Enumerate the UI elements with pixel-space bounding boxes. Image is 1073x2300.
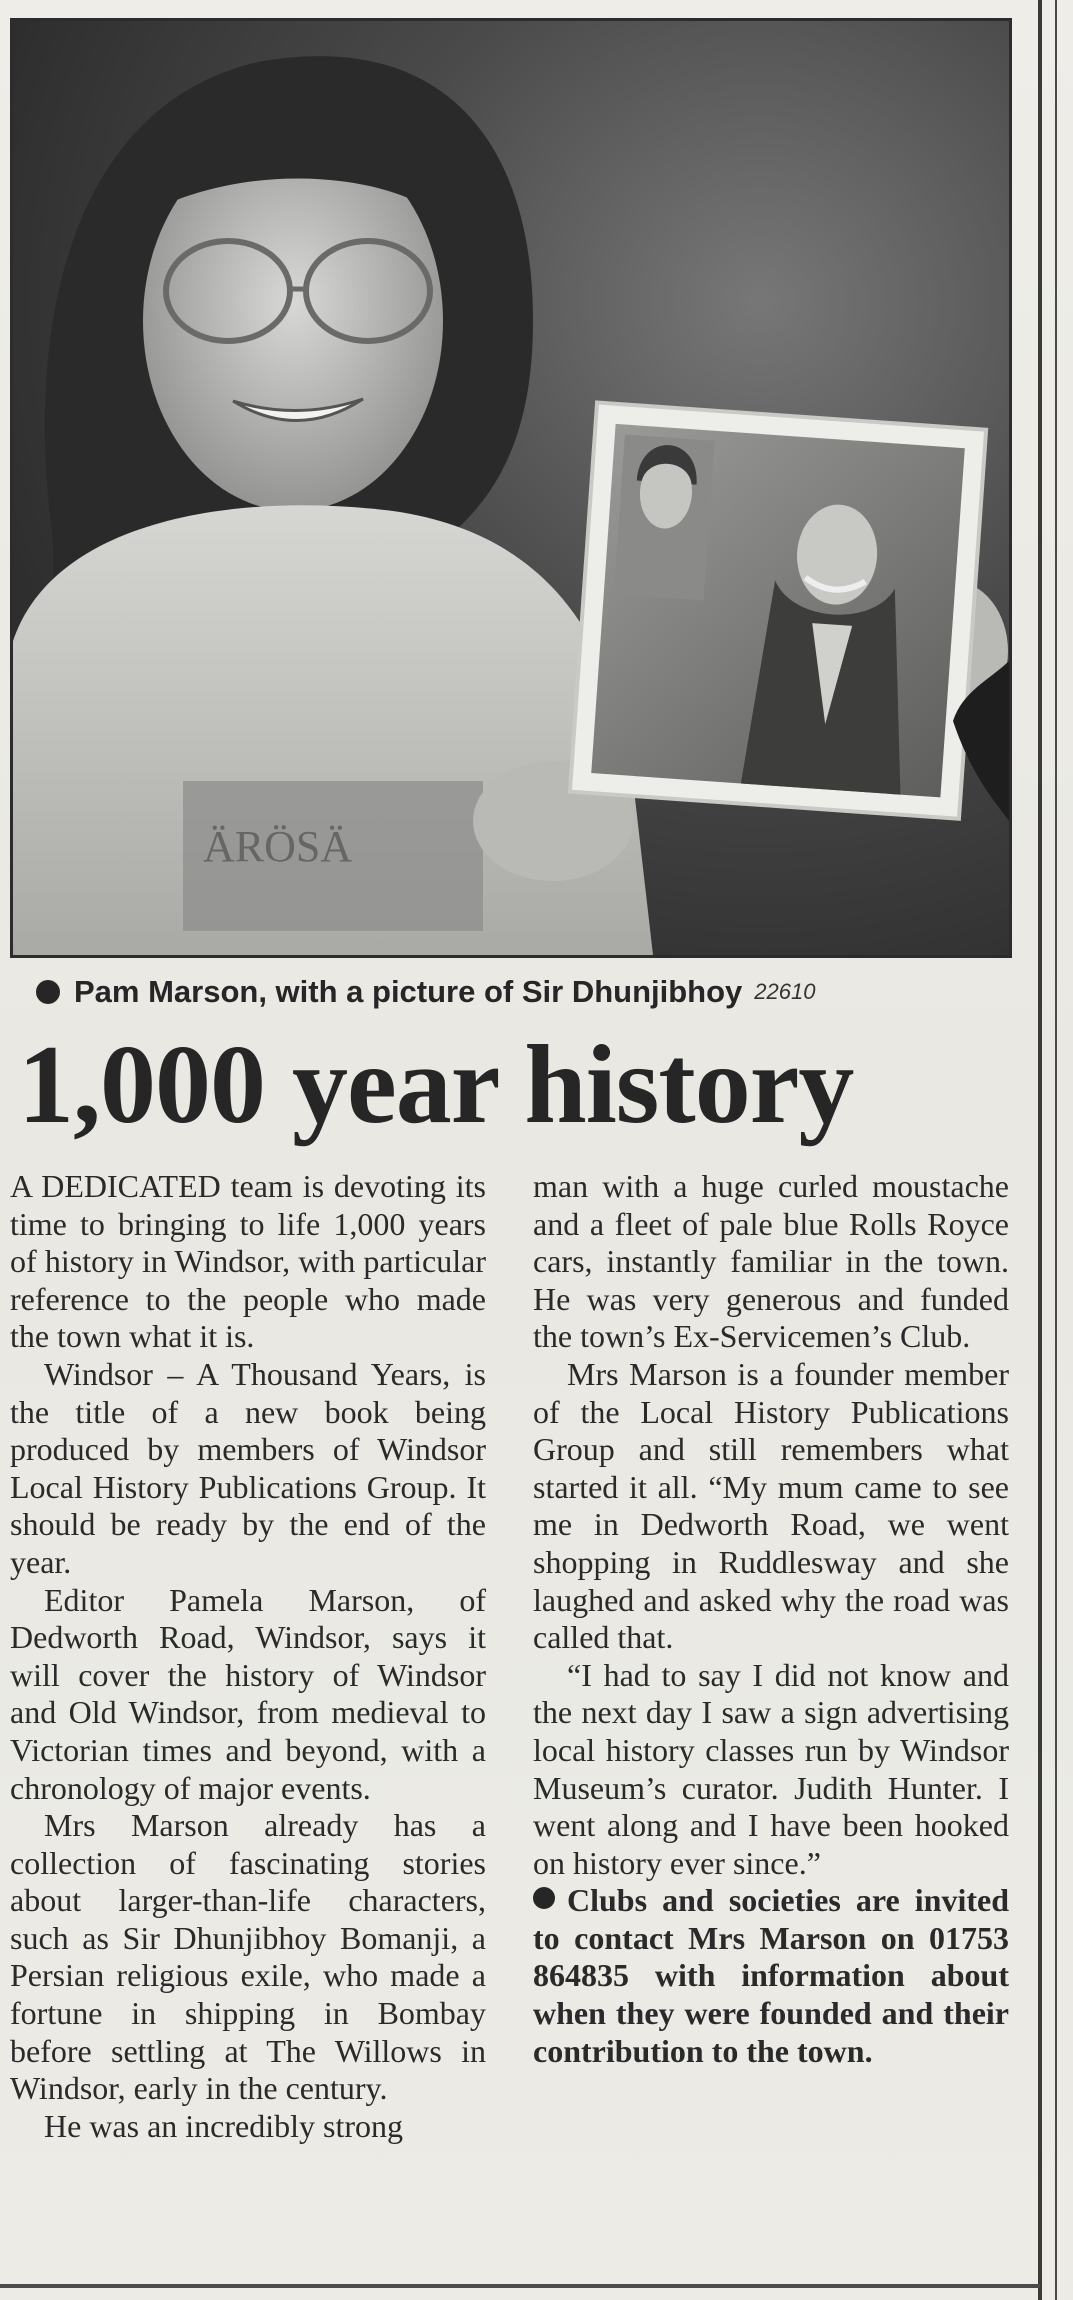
column-rule	[1038, 0, 1042, 2300]
headline: 1,000 year history	[18, 1023, 854, 1147]
photo-of-woman-holding-portrait-icon	[13, 21, 1009, 955]
bottom-rule	[0, 2284, 1040, 2288]
paragraph: Editor Pamela Marson, of Dedworth Road, Windsor, says it will cover the history of Windsor and Old Windsor, from medieval to Victorian times and beyond, with a chronology of major events.	[10, 1581, 486, 1806]
closing-note-text: Clubs and societies are invited to contact Mrs Marson on 01753 864835 with information about when they were founded and their contribution to the town.	[533, 1882, 1009, 2069]
svg-text:ÄRÖSÄ: ÄRÖSÄ	[203, 822, 353, 871]
photo-reference-number: 22610	[754, 979, 816, 1004]
paragraph: He was an incredibly strong	[44, 2107, 404, 2144]
article-photo	[10, 18, 1012, 958]
paragraph: “I had to say I did not know and the next day I saw a sign advertising local history classes run by Windsor Museum’s curator. Judith Hunter. I went along and I have been hooked on history ever since.”	[533, 1656, 1009, 1881]
paragraph: Mrs Marson is a founder member of the Local History Publications Group and still remembers what started it all. “My mum came to see me in Dedworth Road, we went shopping in Ruddlesway and she laughed and asked why the road was called that.	[533, 1355, 1009, 1656]
caption-text: Pam Marson, with a picture of Sir Dhunjibhoy	[74, 974, 743, 1009]
closing-note	[533, 1882, 1009, 2070]
paragraph: Mrs Marson already has a collection of fascinating stories about larger-than-life characters, such as Sir Dhunjibhoy Bomanji, a Persian religious exile, who made a fortune in shipping in Bombay before settling at The Willows in Windsor, early in the century.	[10, 1807, 486, 2107]
article-column-right	[533, 1168, 1009, 2070]
column-rule-outer	[1055, 0, 1057, 2300]
bullet-icon	[533, 1887, 555, 1909]
article-column-left	[10, 1168, 486, 2145]
bullet-icon	[36, 980, 60, 1004]
paragraph: man with a huge curled moustache and a fleet of pale blue Rolls Royce cars, instantly familiar in the town. He was very generous and funded the town’s Ex-Servicemen’s Club.	[533, 1168, 1009, 1355]
paragraph: A DEDICATED team is devoting its time to bringing to life 1,000 years of history in Windsor, with particular reference to the people who made the town what it is.	[10, 1168, 486, 1355]
paragraph: Windsor – A Thousand Years, is the title of a new book being produced by members of Windsor Local History Publications Group. It should be ready by the end of the year.	[10, 1355, 486, 1580]
photo-caption	[36, 970, 815, 1014]
